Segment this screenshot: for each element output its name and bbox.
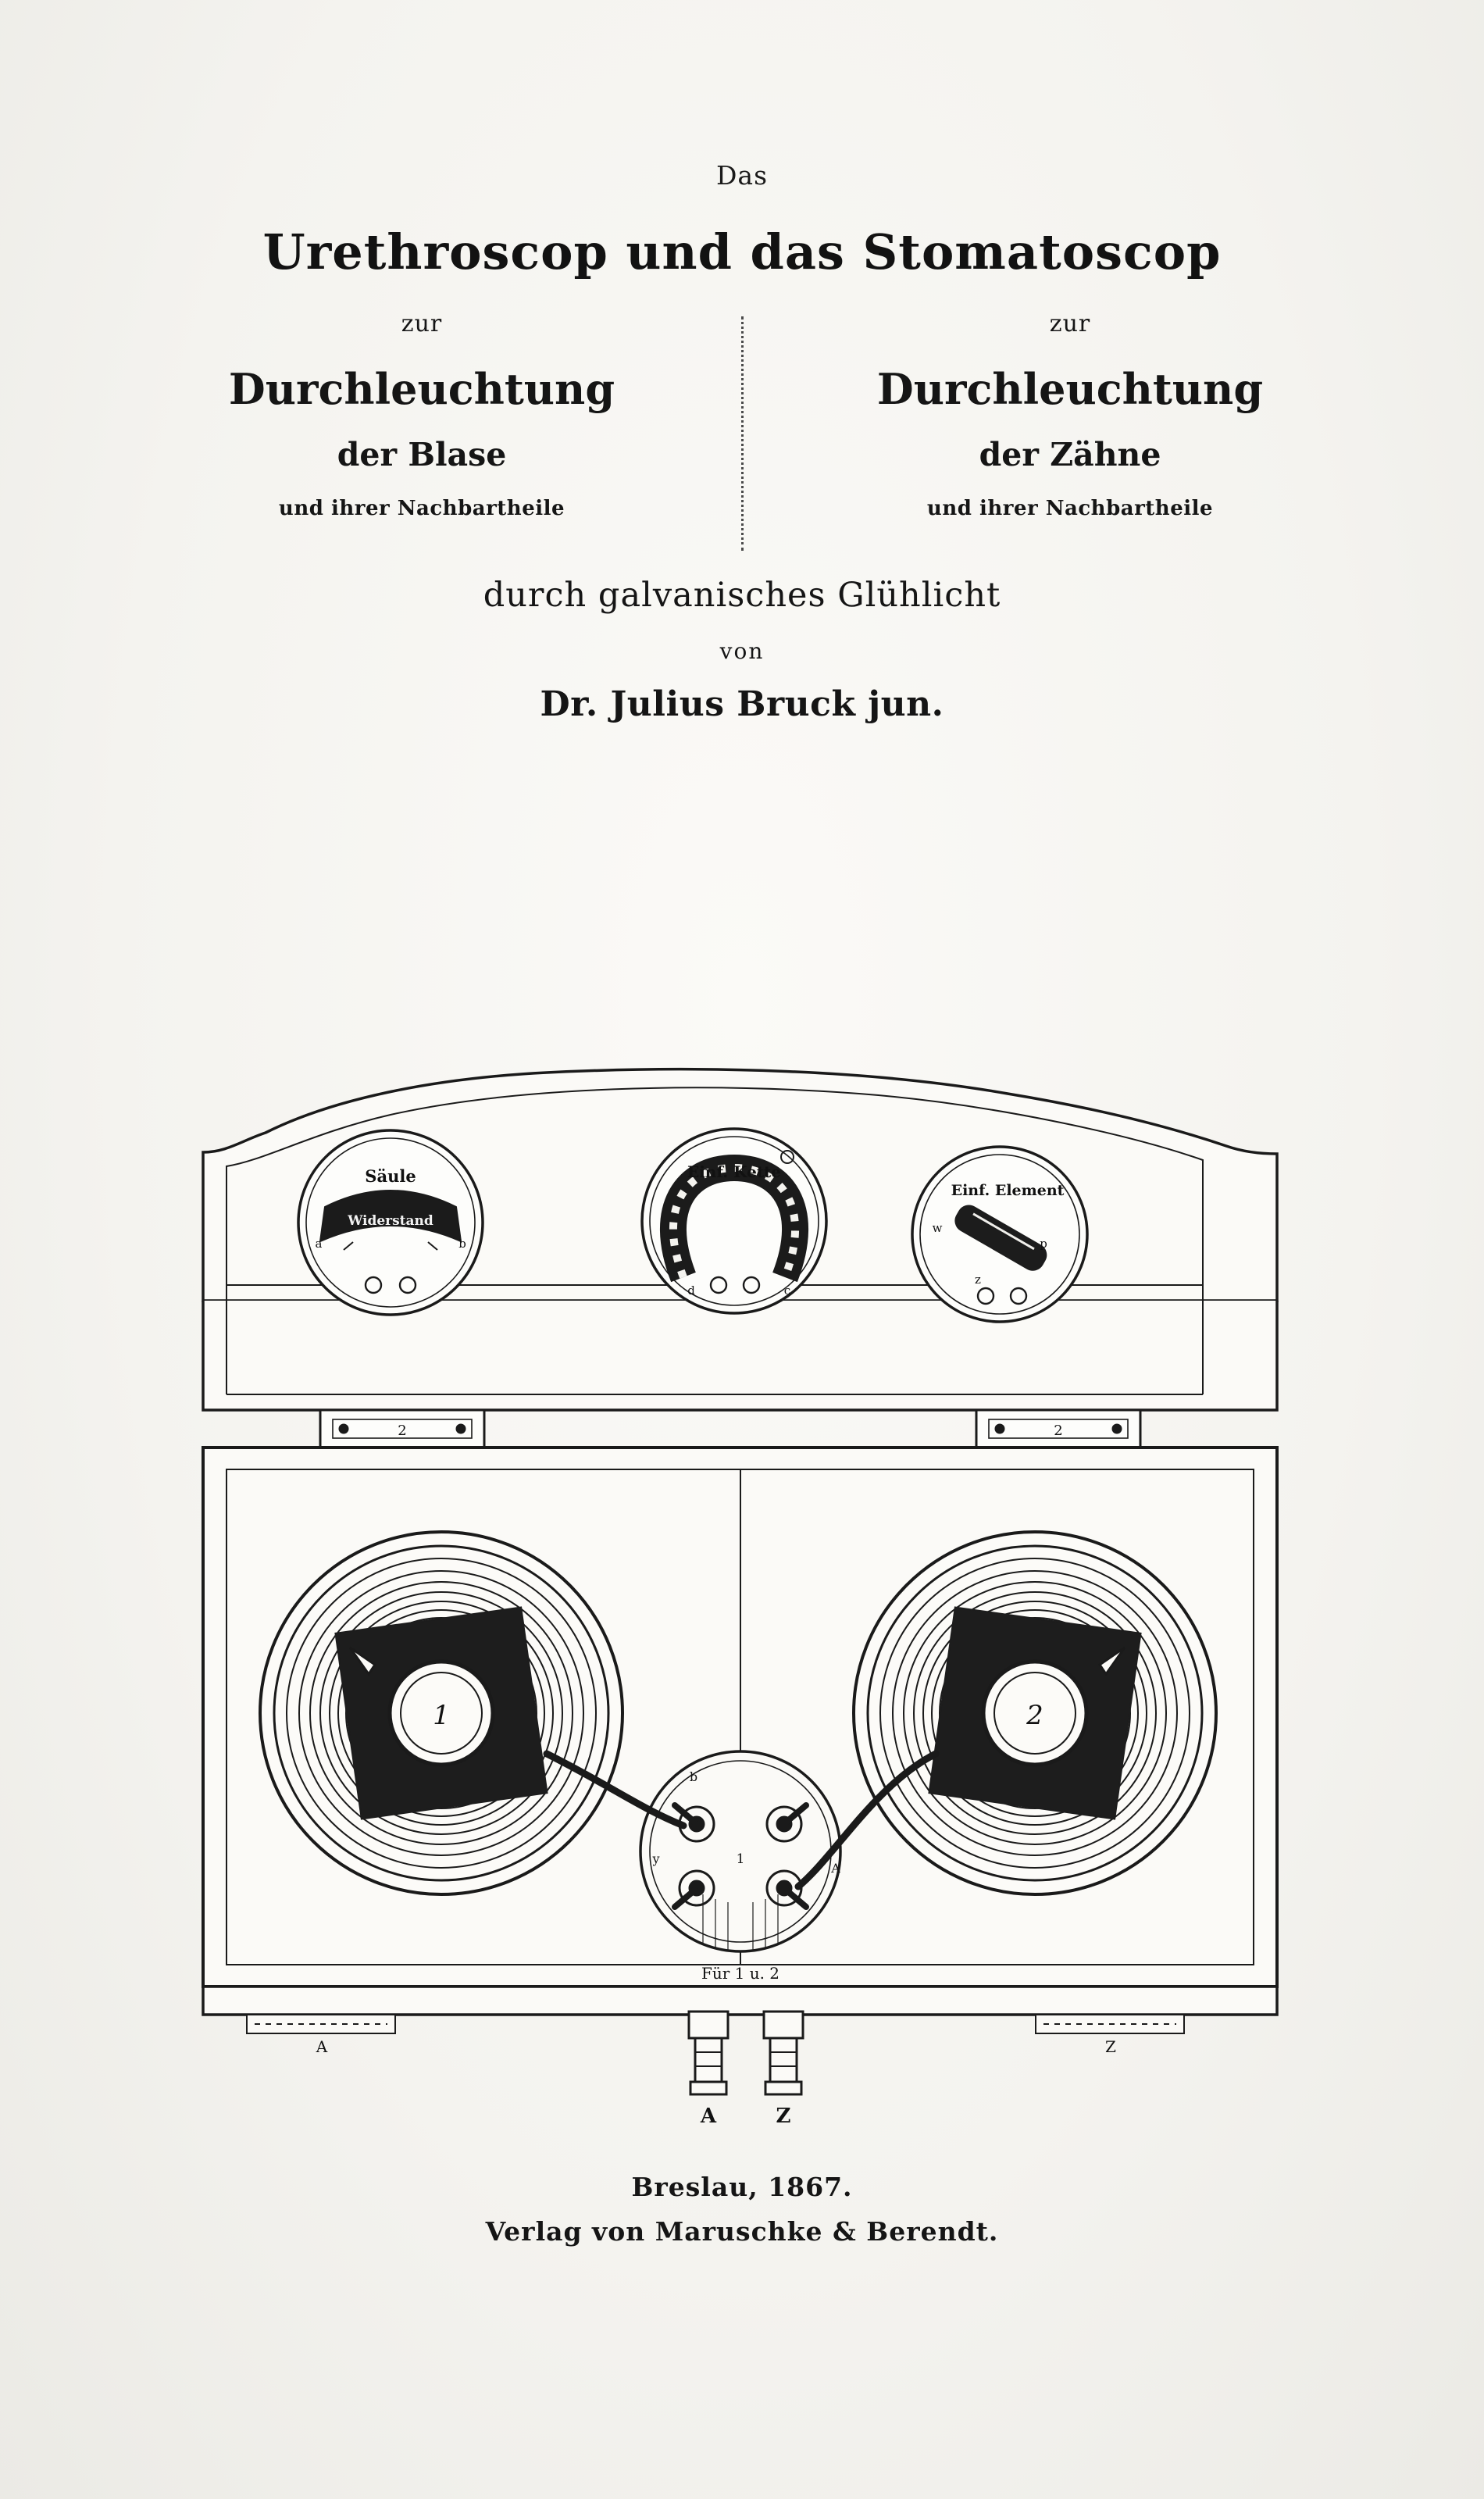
svg-text:Widerstand: Widerstand xyxy=(348,1213,433,1229)
subtitle-column-right xyxy=(773,310,1367,520)
svg-text:1: 1 xyxy=(433,1700,450,1731)
subtitle-right-neighbours: und ihrer Nachbartheile xyxy=(926,497,1214,520)
author-name: Dr. Julius Bruck jun. xyxy=(540,684,944,724)
svg-text:b: b xyxy=(458,1237,466,1251)
svg-text:A: A xyxy=(316,2037,328,2056)
subtitle-left-neighbours: und ihrer Nachbartheile xyxy=(278,497,565,520)
svg-text:a: a xyxy=(315,1237,323,1251)
subtitle-right-organ: der Zähne xyxy=(979,436,1161,473)
subtitle-column-left xyxy=(125,310,719,520)
apparatus-illustration xyxy=(109,973,1375,2168)
svg-text:p: p xyxy=(1040,1237,1047,1251)
svg-text:2: 2 xyxy=(1026,1700,1043,1731)
title-article: Das xyxy=(715,160,769,191)
subtitle-left-zur: zur xyxy=(401,310,443,337)
svg-text:1: 1 xyxy=(736,1851,745,1867)
svg-text:2: 2 xyxy=(1054,1423,1063,1439)
imprint-block xyxy=(0,2172,1484,2247)
svg-text:b: b xyxy=(689,1769,698,1784)
title-block xyxy=(0,160,1484,724)
page-title: Urethroscop und das Stomatoscop xyxy=(262,223,1222,280)
svg-text:Z: Z xyxy=(1105,2037,1116,2056)
svg-text:A: A xyxy=(831,1861,840,1876)
svg-text:c: c xyxy=(783,1283,791,1298)
imprint-publisher: Verlag von Maruschke & Berendt. xyxy=(485,2216,999,2247)
svg-text:z: z xyxy=(975,1273,981,1287)
svg-text:2: 2 xyxy=(398,1423,407,1439)
subtitle-right-heading: Durchleuchtung xyxy=(876,364,1264,414)
svg-text:Z: Z xyxy=(776,2105,791,2128)
svg-text:d: d xyxy=(687,1283,695,1298)
method-line: durch galvanisches Glühlicht xyxy=(483,576,1001,615)
imprint-city-year: Breslau, 1867. xyxy=(631,2172,853,2202)
svg-text:w: w xyxy=(932,1221,943,1235)
by-word: von xyxy=(719,638,765,664)
subtitle-left-organ: der Blase xyxy=(337,436,507,473)
subtitle-right-zur: zur xyxy=(1049,310,1091,337)
subtitle-columns xyxy=(0,310,1484,568)
svg-text:Einf. Kette: Einf. Kette xyxy=(687,1162,782,1181)
svg-text:Für 1 u. 2: Für 1 u. 2 xyxy=(701,1964,780,1983)
svg-text:y: y xyxy=(652,1851,660,1866)
column-divider xyxy=(741,316,744,551)
svg-text:Säule: Säule xyxy=(365,1166,416,1186)
svg-text:A: A xyxy=(700,2105,717,2128)
subtitle-left-heading: Durchleuchtung xyxy=(228,364,615,414)
svg-text:Einf. Element: Einf. Element xyxy=(951,1182,1065,1199)
